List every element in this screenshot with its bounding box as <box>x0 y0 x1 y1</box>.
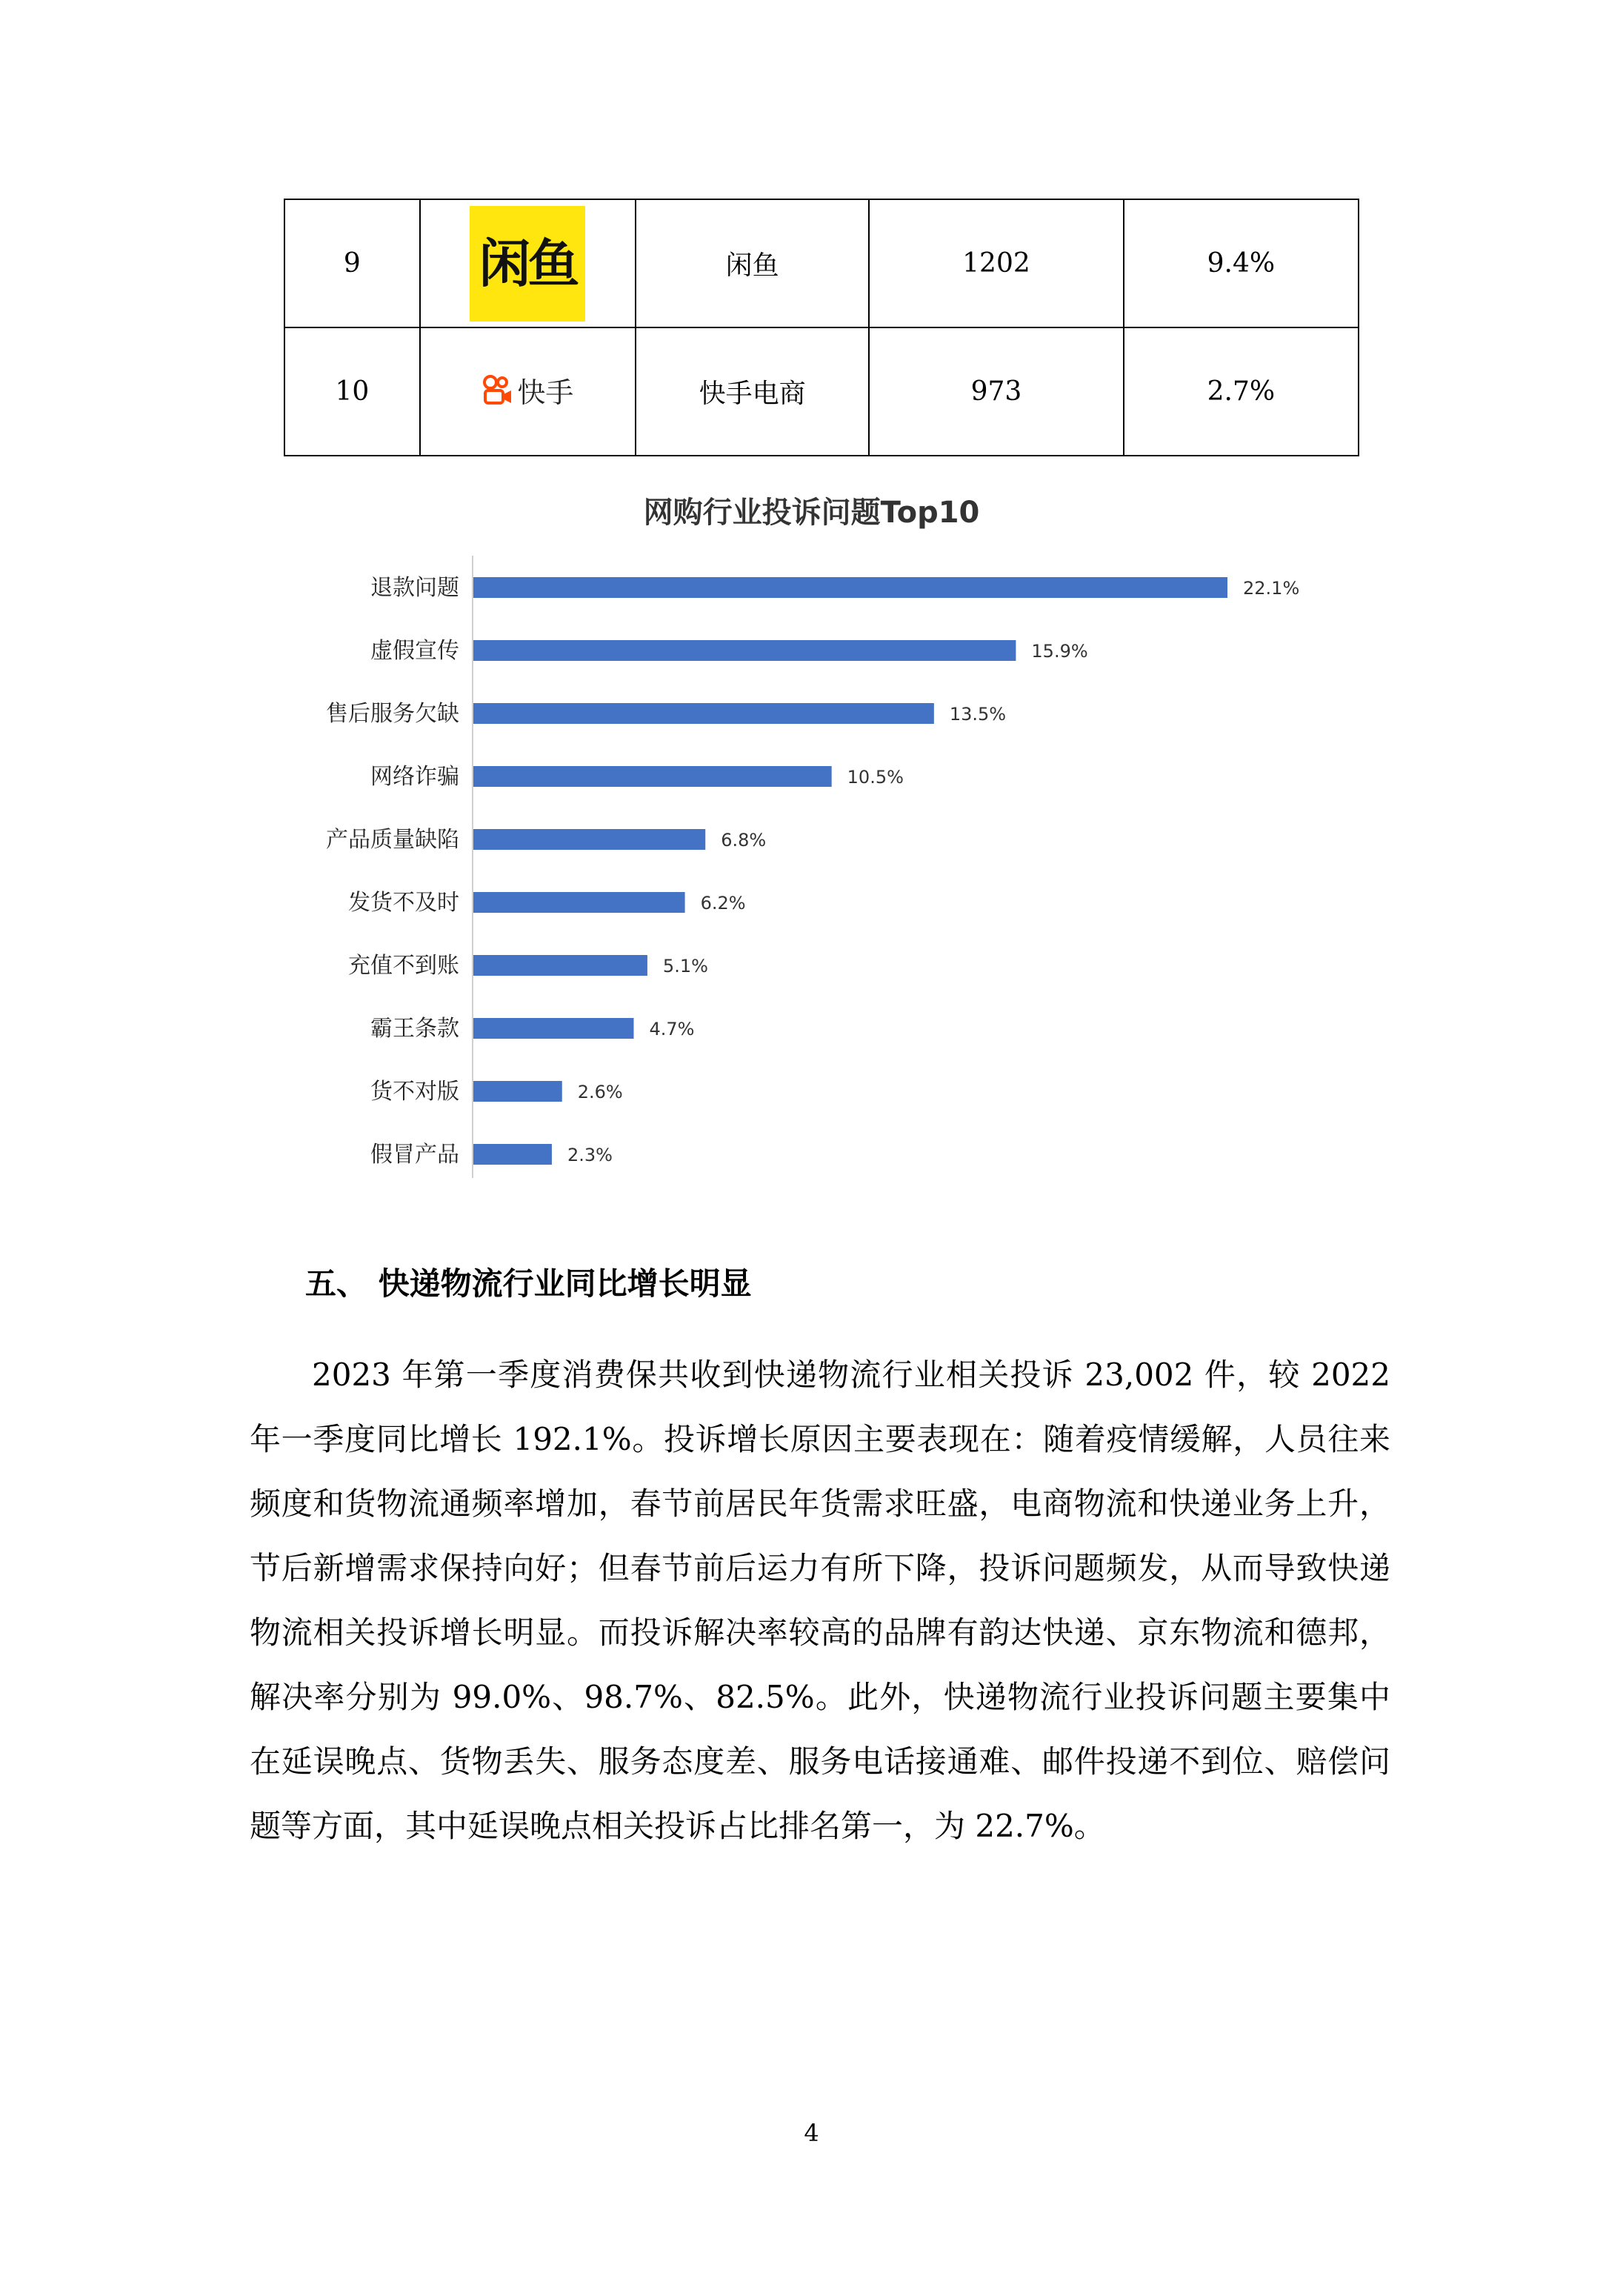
category-label: 产品质量缺陷 <box>326 827 459 853</box>
value-label: 22.1% <box>1243 578 1300 599</box>
count-cell: 1202 <box>869 199 1123 327</box>
kuaishou-logo-icon <box>481 370 573 410</box>
page-number: 4 <box>804 2119 819 2147</box>
value-label: 4.7% <box>649 1019 695 1039</box>
rate-cell: 2.7% <box>1124 327 1359 456</box>
value-label: 13.5% <box>949 704 1007 725</box>
value-label: 2.3% <box>567 1145 613 1165</box>
platform-cell: 快手电商 <box>636 327 869 456</box>
category-label: 网络诈骗 <box>370 764 459 790</box>
bar <box>473 1081 562 1102</box>
chart-title: 网购行业投诉问题Top10 <box>643 496 980 530</box>
ranking-table <box>284 199 1359 456</box>
bar <box>473 955 647 976</box>
value-label: 2.6% <box>577 1082 623 1102</box>
value-label: 10.5% <box>847 767 904 788</box>
section-heading: 五、 快递物流行业同比增长明显 <box>305 1265 752 1302</box>
bar <box>473 766 832 787</box>
table-row <box>284 327 1359 456</box>
complaint-bar-chart <box>0 548 1623 1200</box>
category-label: 充值不到账 <box>348 953 459 979</box>
table-row <box>284 199 1359 327</box>
category-label: 退款问题 <box>370 575 459 601</box>
bar <box>473 892 685 913</box>
rank-cell: 9 <box>284 199 420 327</box>
rate-cell: 9.4% <box>1124 199 1359 327</box>
count-cell: 973 <box>869 327 1123 456</box>
category-label: 货不对版 <box>370 1079 459 1105</box>
bar <box>473 829 705 850</box>
bar <box>473 640 1016 661</box>
xianyu-logo-icon: 闲鱼 <box>470 206 585 322</box>
category-label: 发货不及时 <box>348 890 459 916</box>
category-label: 假冒产品 <box>370 1142 459 1168</box>
bar <box>473 703 934 724</box>
bar <box>473 1018 633 1039</box>
kuaishou-camera-icon <box>481 374 514 407</box>
kuaishou-logo-text: 快手 <box>517 376 574 410</box>
value-label: 6.8% <box>721 830 767 851</box>
rank-cell: 10 <box>284 327 420 456</box>
bar <box>473 577 1227 598</box>
value-label: 5.1% <box>662 956 708 976</box>
value-label: 6.2% <box>700 893 746 914</box>
category-label: 霸王条款 <box>370 1016 459 1042</box>
value-label: 15.9% <box>1031 641 1088 662</box>
body-paragraph: 2023 年第一季度消费保共收到快递物流行业相关投诉 23,002 件，较 2022 年一季度同比增长 192.1%。投诉增长原因主要表现在：随着疫情缓解，人员往来频度和货物流通频率增加，春节前居民年货需求旺盛，电商物流和快递业务上升，节后新增需求保持向好；但春节前后运力有所下降，投诉问题频发，从而导致快递物流相关投诉增长明显。而投诉解决率较高的品牌有韵达快递、京东物流和德邦，解决率分别为 99.0%、98.7%、82.5%。此外，快递物流行业投诉问题主要集中在延误晚点、货物丢失、服务态度差、服务电话接通难、邮件投递不到位、赔偿问题等方面，其中延误晚点相关投诉占比排名第一，为 22.7%。 <box>250 1357 1390 1844</box>
category-label: 售后服务欠缺 <box>326 701 459 727</box>
logo-cell <box>420 199 636 327</box>
logo-cell <box>420 327 636 456</box>
category-label: 虚假宣传 <box>370 638 459 664</box>
bar <box>473 1144 552 1165</box>
platform-cell: 闲鱼 <box>636 199 869 327</box>
